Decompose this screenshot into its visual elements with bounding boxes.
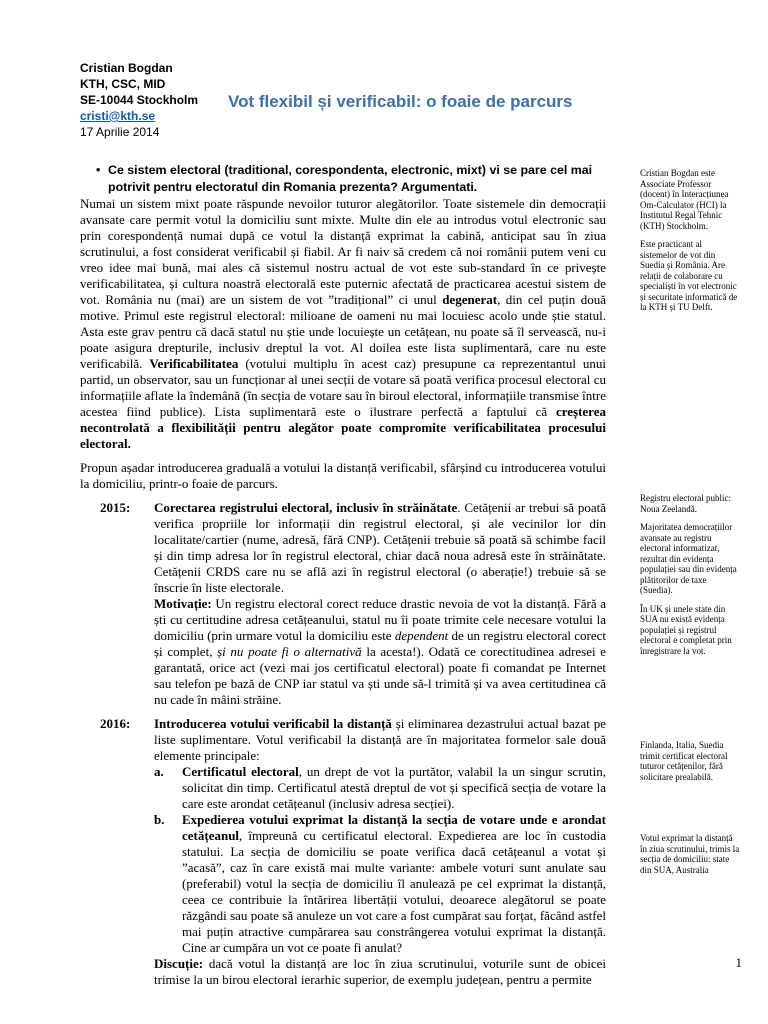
list-item-text	[182, 812, 606, 956]
author-header	[80, 60, 198, 140]
sidenote-author	[640, 168, 740, 321]
sidenote-text: Majoritatea democrațiilor avansate au registru electoral informatizat, rezultat din evidența populației sau din evidența plătitorilor de taxe (Suedia).	[640, 522, 737, 595]
year-label: 2015:	[100, 500, 131, 515]
list-item-heading: Certificatul electoral	[182, 764, 299, 779]
list-item-heading: Expedierea votului exprimat la distanță la secția de votare unde e arondat cetățeanul	[182, 812, 606, 843]
sidenote-text: În UK și unele state din SUA nu există evidența populației și registrul electoral e completat prin înregistrare la vot.	[640, 603, 732, 656]
author-name: Cristian Bogdan	[80, 61, 173, 75]
para-text: . Cetățenii ar trebui să poată verifica propriile lor informații din registrul electoral, și ale vecinilor lor din localitate/cartier (nume, adresă, fără CNP). Cetățenii trebuie să poată să schimbe facil și din timp adresa lor în registrul electoral, chiar dacă noua adresă este în străinătate. Cetățenii CRDS care nu se află azi în registrul electoral (o aberație!) trebuie să se înscrie în liste electorale.	[154, 500, 606, 595]
para-italic: și nu poate fi o alternativă	[217, 644, 362, 659]
list-item	[154, 764, 606, 812]
intro-paragraph	[80, 196, 606, 452]
author-address: SE-10044 Stockholm	[80, 93, 199, 107]
proposal-paragraph: Propun așadar introducerea graduală a votului la distanță verificabil, sfârșind cu introducerea votului la domiciliu, printr-o foaie de parcurs.	[80, 460, 606, 491]
sidenote-remote-vote	[640, 833, 740, 883]
sidenote-text: Votul exprimat la distanță în ziua scrutinului, trimis la secția de domiciliu: state din SUA, Australia	[640, 833, 740, 875]
para-text: , un drept de vot la purtător, valabil la un singur scrutin, solicitat din timp. Certificatul atestă dreptul de vot și specifică secția de votare la care este arondat cetățeanul (inclusiv adresa secției).	[182, 764, 606, 811]
list-item-text	[182, 764, 606, 812]
list-item	[154, 812, 606, 956]
para-bold: degenerat	[442, 292, 498, 307]
para-text: (votului multiplu în acest caz) presupune ca reprezentantul unui partid, un observator, sau un funcționar al unei secții de votare să poată verifica procesul electoral cu informațiile aflate la îndemână (în secția de votare sau în biroul electoral, informațiile transmise între acestea fiind publice). Lista suplimentară este o ilustrare perfectă a faptului că	[80, 356, 607, 419]
para-text: de un registru electoral corect și complet,	[154, 628, 607, 659]
roadmap-heading: Introducerea votului verificabil la distanță	[154, 716, 392, 731]
roadmap-2016-text	[154, 716, 606, 764]
para-text: Un registru electoral corect reduce drastic nevoia de vot la distanță. Fără a ști cu certitudine adresa cetățeanului, statul nu îi poate trimite cele necesare votului la domiciliu (prin urmare votul la domiciliu este	[154, 596, 607, 643]
roadmap-2016	[80, 716, 606, 988]
motivation-label: Motivație:	[154, 596, 212, 611]
motivation-text	[154, 596, 606, 708]
list-letter: a.	[154, 764, 164, 779]
year-label: 2016:	[100, 716, 131, 731]
author-email-link[interactable]: cristi@kth.se	[80, 109, 156, 123]
sidenote-text: Registru electoral public: Noua Zeelandă.	[640, 493, 731, 514]
main-content	[80, 162, 606, 988]
para-text: dacă votul la distanță are loc în ziua scrutinului, voturile sunt de obicei trimise la un birou electoral ierarhic superior, de exemplu județean, pentru a permite	[154, 956, 607, 987]
sidenote-text: Finlanda, Italia, Suedia trimit certificat electoral tuturor cetățenilor, fără solicitare prealabilă.	[640, 740, 728, 782]
document-title: Vot flexibil și verificabil: o foaie de parcurs	[228, 92, 573, 111]
page-number: 1	[735, 955, 742, 970]
para-italic: dependent	[394, 628, 449, 643]
document-date: 17 Aprilie 2014	[80, 125, 160, 139]
discussion-text	[154, 956, 606, 988]
para-text: la acesta!). Odată ce corectitudinea adresei e garantată, orice act (vezi mai jos certificatul electoral) poate fi comandat pe Internet sau telefon pe bază de CNP iar statul va ști unde să-l trimită și va avea certitudinea că nu cade în mâini străine.	[154, 644, 607, 707]
sidenote-certificate	[640, 740, 740, 790]
roadmap-2015-text	[154, 500, 606, 596]
roadmap-2015	[80, 500, 606, 708]
question-text: Ce sistem electoral (traditional, corespondenta, electronic, mixt) vi se pare cel mai potrivit pentru electoratul din Romania prezenta? Argumentati.	[108, 163, 593, 194]
author-affiliation: KTH, CSC, MID	[80, 77, 166, 91]
question	[92, 162, 606, 196]
para-bold: creșterea necontrolată a flexibilității pentru alegător poate compromite verificabilitatea procesului electoral.	[80, 404, 606, 451]
roadmap-heading: Corectarea registrului electoral, inclusiv în străinătate	[154, 500, 458, 515]
para-text: , împreună cu certificatul electoral. Expedierea are loc în custodia statului. La secția de domiciliu se poate verifica dacă cetățeanul a votat și ”acasă”, caz în care există mai multe variante: ambele voturi sunt anulate sau (preferabil) votul la secția de domiciliu îl anulează pe cel exprimat la distanță, ceea ce contribuie la întărirea libertății votului, deoarece alegătorul se poate răzgândi sau poate să anuleze un vot care a fost cumpărat sau forțat, făcând astfel mai puțin atractive cumpărarea sau constrângerea votului exprimat la distanță. Cine ar cumpăra un vot ce poate fi anulat?	[182, 828, 606, 955]
para-text: Numai un sistem mixt poate răspunde nevoilor tuturor alegătorilor. Toate sistemele din democrații avansate care permit votul la domiciliu sunt mixte. Multe din ele au introdus votul electronic sau prin corespondență numai după ce votul la distanță exprimat la cabină, anticipat sau în ziua scrutinului, a fost considerat verificabil și fiabil. Ar fi naiv să credem că noi românii putem veni cu vreo idee mai bună, mai ales că sistemul nostru actual de vot este sub-standard în ce privește verificabilitatea, și cultura noastră electorală este puternic afectată de practicarea acestui sistem de vot. România nu (mai) are un sistem de vot ”tradițional” ci unul	[80, 196, 606, 307]
para-text: , din cel puțin două motive. Primul este registrul electoral: milioane de oameni nu mai locuiesc acolo unde știe statul. Asta este grav pentru că dacă statul nu știe unde locuiește un cetățean, nu poate să îl servească, nu-i poate asigura drepturile, inclusiv dreptul la vot. Al doilea este lista suplimentară, care nu este verificabilă.	[80, 292, 606, 371]
list-letter: b.	[154, 812, 165, 827]
bullet-icon: •	[96, 163, 101, 177]
sidenote-text: Este practicant al sistemelor de vot din Suedia și România. Are relații de colaborare cu specialiști în vot electronic și securitate informatică de la KTH și TU Delft.	[640, 239, 738, 312]
discussion-label: Discuție:	[154, 956, 204, 971]
para-text: și eliminarea dezastrului actual bazat pe liste suplimentare. Votul verificabil la distanță are în majoritatea formelor sale două elemente principale:	[154, 716, 606, 763]
para-bold: Verificabilitatea	[149, 356, 239, 371]
sidenote-registry	[640, 493, 740, 664]
sidenote-text: Cristian Bogdan este Associate Professor (docent) în Interacțiunea Om-Calculator (HCI) la Institutul Regal Tehnic (KTH) Stockholm.	[640, 168, 729, 231]
